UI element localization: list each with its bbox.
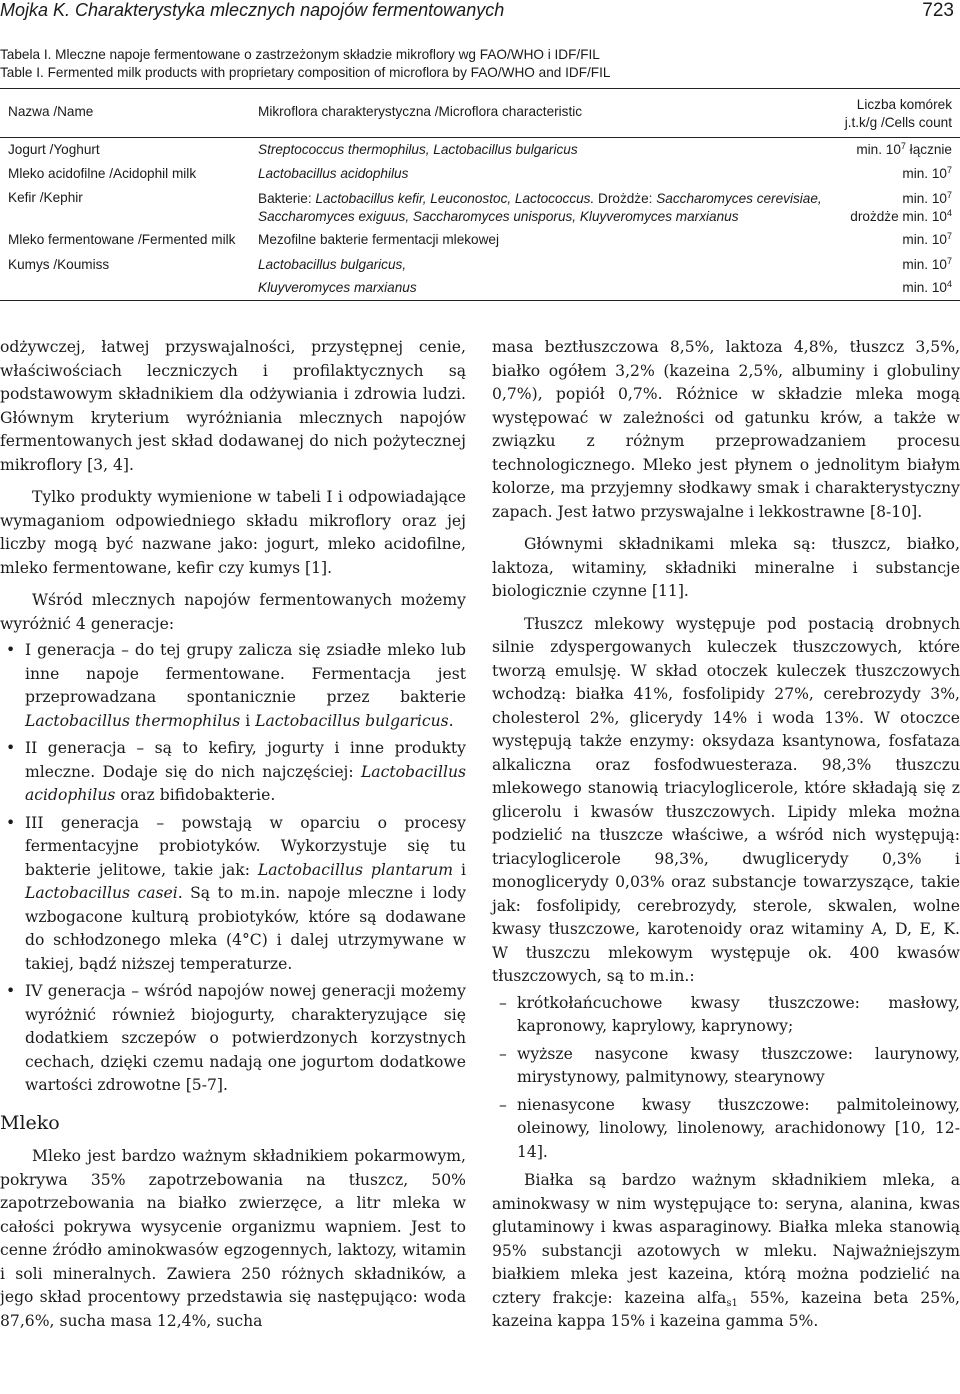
row-microflora: Streptococcus thermophilus, Lactobacillus bulgaricus [258,142,578,157]
paragraph: Białka są bardzo ważnym składnikiem mleka, a aminokwasy w nim występujące to: seryna, alanina, kwas glutaminowy i kwas asparaginowy. Białka mleka stanowią 95% substancji azotowych w mleku. Najważniejszym białkiem mleka jest kazeina, którą można podzielić na cztery frakcje: kazeina alfa$_{s1}$ 55%, kazeina beta 25%, kazeina kappa 15% i kazeina gamma 5%. [492,1171,960,1330]
row-count: min. $10^7$ drożdże min. $10^4$ [850,190,952,224]
row-count: min. $10^7$ [902,165,952,181]
header-count-line2: j.t.k/g /Cells count [844,115,952,130]
running-header [0,0,954,26]
paragraph: Głównymi składnikami mleka są: tłuszcz, białko, laktoza, witaminy, składniki mineralne i substancje biologicznie czynne [11]. [492,535,960,600]
row-name: Mleko acidofilne /Acidophil milk [8,166,197,181]
list-item: • III generacja – powstają w oparciu o procesy fermentacyjne probiotyków. Wykorzystuje się tu bakterie jelitowe, takie jak: Lactobacillus plantarum i Lactobacillus casei. Są to m.in. napoje mleczne i lody wzbogacone kulturą probiotyków, które są dodawane do schłodzonego mleka (4°C) i dalej utrzymywane w takiej, bądź niższej temperaturze. [0,812,466,977]
section-heading: Mleko [0,1111,60,1134]
header-microflora: Mikroflora charakterystyczna /Microflora characteristic [258,104,583,119]
list-item: – wyższe nasycone kwasy tłuszczowe: laurynowy, mirystynowy, palmitynowy, stearynowy [492,1043,960,1090]
row-count: min. $10^7$ [902,256,952,272]
table-caption-en: Table I. Fermented milk products with proprietary composition of microflora by FAO/WHO and IDF/FIL [0,65,611,80]
list-item: – nienasycone kwasy tłuszczowe: palmitoleinowy, oleinowy, linolowy, linolenowy, arachidonowy [10, 12-14]. [492,1094,960,1165]
row-count: min. $10^7$ [902,231,952,247]
row-microflora: Lactobacillus acidophilus [258,166,409,181]
table-bottom-rule [0,300,960,301]
row-name: Jogurt /Yoghurt [8,142,100,157]
row-count: min. $10^4$ [902,279,952,295]
table-caption-pl: Tabela I. Mleczne napoje fermentowane o zastrzeżonym składzie mikroflory wg FAO/WHO i IDF/FIL [0,47,600,62]
row-microflora: Mezofilne bakterie fermentacji mlekowej [258,232,500,247]
row-microflora: Kluyveromyces marxianus [258,280,417,295]
left-column [0,336,466,1342]
running-title: Mojka K. Charakterystyka mlecznych napojów fermentowanych [0,0,505,20]
paragraph: odżywczej, łatwej przyswajalności, przystępnej cenie, właściwościach leczniczych i profilaktycznych są podstawowym składnikiem dla odżywiania i zdrowia ludzi. Głównym kryterium wyróżniania mlecznych napojów fermentowanych jest skład dodawanej do nich pożytecznej mikroflory [3, 4]. [0,338,466,474]
table-top-rule [0,88,960,89]
paragraph: Tylko produkty wymienione w tabeli I i odpowiadające wymaganiom odpowiedniego składu mikroflory oraz jej liczby mogą być nazwane jako: jogurt, mleko acidofilne, mleko fermentowane, kefir czy kumys [1]. [0,488,466,577]
row-count: min. $10^7$ łącznie [856,141,952,157]
header-count-line1: Liczba komórek [856,97,952,112]
paragraph: Tłuszcz mlekowy występuje pod postacią drobnych silnie zdyspergowanych kuleczek tłuszczowych, które tworzą emulsję. W skład otoczek kuleczek tłuszczowych wchodzą: białka 41%, fosfolipidy 27%, cerebrozydy 3%, cholesterol 2%, glicerydy 14% i woda 13%. W otoczce występują także enzymy: oksydaza ksantynowa, fosfataza alkaliczna oraz fosfodwuesteraza. 98,3% tłuszczu mlekowego stanowią triacyloglicerole, które składają się z glicerolu i kwasów tłuszczowych. Lipidy mleka można podzielić na tłuszcze właściwe, a wśród nich występują: triacyloglicerole 98,3%, dwuglicerydy 0,3% i monoglicerydy 0,03% oraz substancje towarzyszące, takie jak: fosfolipidy, cerebrozydy, sterole, skwalen, wolne kwasy tłuszczowe, karotenoidy oraz witaminy A, D, E, K. W tłuszczu mlekowym występuje ok. 400 kwasów tłuszczowych, są to m.in.: [492,614,960,985]
row-microflora: Bakterie: Lactobacillus kefir, Leuconostoc, Lactococcus. Drożdże: Saccharomyces cerevisiae, Saccharomyces exiguus, Saccharomyces unisporus, Kluyveromyces marxianus [258,191,822,224]
page-number: 723 [922,0,954,21]
list-item: • IV generacja – wśród napojów nowej generacji możemy wyróżnić również biojogurty, charakteryzujące się dodatkiem szczepów o potwierdzonych korzystnych cechach, dzięki czemu nadają one jogurtom dodatkowe wartości zdrowotne [5-7]. [0,980,466,1098]
row-microflora: Lactobacillus bulgaricus, [258,257,407,272]
list-item: • I generacja – do tej grupy zalicza się zsiadłe mleko lub inne napoje fermentowane. Fermentacja jest przeprowadzana spontanicznie przez bakterie Lactobacillus thermophilus i Lactobacillus bulgaricus. [0,639,466,733]
paragraph: masa beztłuszczowa 8,5%, laktoza 4,8%, tłuszcz 3,5%, białko ogółem 3,2% (kazeina 2,5%, albuminy i globuliny 0,7%), popiół 0,7%. Różnice w składzie mleka mogą występować w zależności od gatunku krów, a także w związku z różnym przeprowadzaniem procesu technologicznego. Mleko jest płynem o jednolitym białym kolorze, ma przyjemny słodkawy smak i charakterystyczny zapach. Jest łatwo przyswajalne i lekkostrawne [8-10]. [492,338,960,521]
generations-list [0,639,466,1098]
list-item: • II generacja – są to kefiry, jogurty i inne produkty mleczne. Dodaje się do nich najczęściej: Lactobacillus acidophilus oraz bifidobakterie. [0,737,466,808]
paragraph: Wśród mlecznych napojów fermentowanych możemy wyróżnić 4 generacje: [0,591,466,633]
fatty-acids-list [492,992,960,1165]
header-name: Nazwa /Name [8,104,94,119]
right-column [492,336,960,1343]
row-name: Mleko fermentowane /Fermented milk [8,232,236,247]
paragraph: Mleko jest bardzo ważnym składnikiem pokarmowym, pokrywa 35% zapotrzebowania na tłuszcz, 50% zapotrzebowania na białko zwierzęce, a litr mleka w całości pokrywa wysycenie organizmu wapniem. Jest to cenne źródło aminokwasów egzogennych, laktozy, witamin i soli mineralnych. Zawiera 250 różnych składników, a jego skład procentowy przedstawia się następująco: woda 87,6%, sucha masa 12,4%, sucha [0,1147,466,1330]
table-caption [0,46,610,82]
list-item: – krótkołańcuchowe kwasy tłuszczowe: masłowy, kapronowy, kaprylowy, kaprynowy; [492,992,960,1039]
row-name: Kefir /Kephir [8,190,83,205]
table-header-rule [0,137,960,138]
row-name: Kumys /Koumiss [8,257,110,272]
